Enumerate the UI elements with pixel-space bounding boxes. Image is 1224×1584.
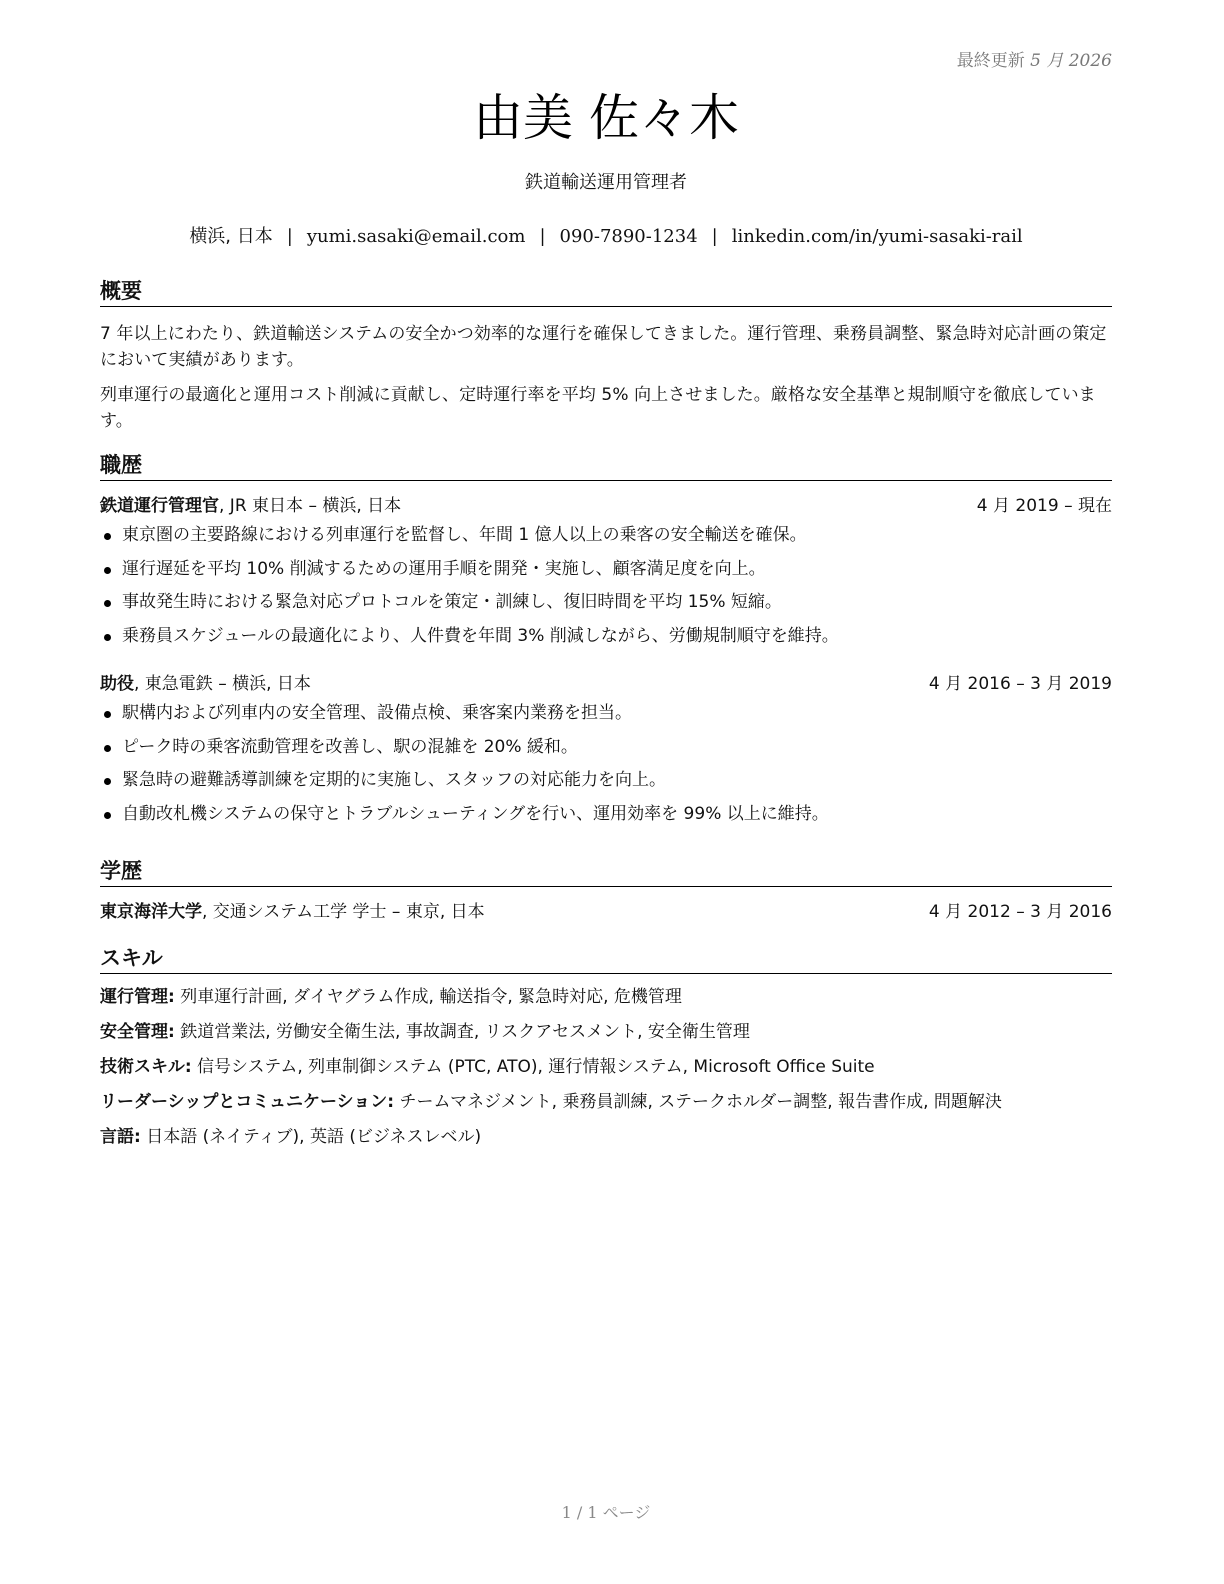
list-item: ピーク時の乗客流動管理を改善し、駅の混雑を 20% 緩和。: [100, 731, 1112, 765]
skills-heading: スキル: [100, 943, 1112, 974]
contact-linkedin[interactable]: linkedin.com/in/yumi-sasaki-rail: [731, 226, 1023, 247]
summary-paragraph: 列車運行の最適化と運用コスト削減に貢献し、定時運行率を平均 5% 向上させました。厳格な安全基準と規制順守を徹底しています。: [100, 385, 1096, 431]
skill-line: [100, 984, 1112, 1011]
job-org: , 東急電鉄 – 横浜, 日本: [134, 674, 311, 694]
page-number: 1 / 1 ページ: [561, 1503, 651, 1522]
summary-heading: 概要: [100, 276, 1112, 307]
experience-section: [100, 450, 1112, 831]
skill-line: [100, 1089, 1112, 1116]
list-item: 緊急時の避難誘導訓練を定期的に実施し、スタッフの対応能力を向上。: [100, 764, 1112, 798]
job-header: [100, 671, 1112, 697]
list-item: 駅構内および列車内の安全管理、設備点検、乗客案内業務を担当。: [100, 697, 1112, 731]
education-detail: , 交通システム工学 学士 – 東京, 日本: [202, 902, 485, 922]
contact-separator: |: [286, 226, 293, 247]
list-item: 事故発生時における緊急対応プロトコルを策定・訓練し、復旧時間を平均 15% 短縮。: [100, 586, 1112, 620]
summary-section: [100, 276, 1112, 434]
list-item: 自動改札機システムの保守とトラブルシューティングを行い、運用効率を 99% 以上に維持。: [100, 798, 1112, 832]
summary-paragraph: 7 年以上にわたり、鉄道輸送システムの安全かつ効率的な運行を確保してきました。運行管理、乗務員調整、緊急時対応計画の策定において実績があります。: [100, 324, 1107, 370]
resume-page: [100, 0, 1112, 1584]
skill-value: 列車運行計画, ダイヤグラム作成, 輸送指令, 緊急時対応, 危機管理: [174, 987, 682, 1007]
skill-label: リーダーシップとコミュニケーション:: [100, 1092, 395, 1112]
last-updated: [957, 46, 1112, 71]
experience-heading: 職歴: [100, 450, 1112, 481]
job-bullets: [100, 519, 1112, 653]
list-item: 乗務員スケジュールの最適化により、人件費を年間 3% 削減しながら、労働規制順守を維持。: [100, 620, 1112, 654]
list-item: 東京圏の主要路線における列車運行を監督し、年間 1 億人以上の乗客の安全輸送を確保。: [100, 519, 1112, 553]
job-bullets: [100, 697, 1112, 831]
contact-phone[interactable]: 090-7890-1234: [559, 226, 698, 247]
education-entry: [100, 899, 1112, 925]
contact-email[interactable]: yumi.sasaki@email.com: [306, 226, 526, 247]
job-role: 鉄道運行管理官: [100, 496, 219, 516]
job-role: 助役: [100, 674, 134, 694]
skill-label: 安全管理:: [100, 1022, 175, 1042]
contact-line: [100, 224, 1112, 250]
skill-line: [100, 1124, 1112, 1151]
skill-value: チームマネジメント, 乗務員訓練, ステークホルダー調整, 報告書作成, 問題解決: [394, 1092, 1002, 1112]
skills-section: [100, 943, 1112, 1151]
last-updated-label: 最終更新: [956, 51, 1025, 71]
education-school: 東京海洋大学: [100, 902, 202, 922]
job-entry: [100, 493, 1112, 653]
job-org: , JR 東日本 – 横浜, 日本: [219, 496, 402, 516]
candidate-name: 由美 佐々木: [473, 89, 739, 147]
education-heading: 学歴: [100, 856, 1112, 887]
last-updated-date: 5 月 2026: [1030, 51, 1112, 71]
skill-value: 信号システム, 列車制御システム (PTC, ATO), 運行情報システム, Microsoft Office Suite: [191, 1057, 875, 1077]
skill-label: 言語:: [100, 1127, 141, 1147]
contact-separator: |: [711, 226, 718, 247]
candidate-title: 鉄道輸送運用管理者: [525, 172, 687, 193]
job-header: [100, 493, 1112, 519]
education-section: [100, 856, 1112, 925]
education-dates: 4 月 2012 – 3 月 2016: [928, 902, 1112, 922]
job-dates: 4 月 2019 – 現在: [976, 496, 1112, 516]
skill-label: 運行管理:: [100, 987, 175, 1007]
skill-value: 鉄道営業法, 労働安全衛生法, 事故調査, リスクアセスメント, 安全衛生管理: [174, 1022, 750, 1042]
list-item: 運行遅延を平均 10% 削減するための運用手順を開発・実施し、顧客満足度を向上。: [100, 553, 1112, 587]
skill-line: [100, 1019, 1112, 1046]
skill-value: 日本語 (ネイティブ), 英語 (ビジネスレベル): [140, 1127, 482, 1147]
job-dates: 4 月 2016 – 3 月 2019: [928, 674, 1112, 694]
job-entry: [100, 671, 1112, 831]
skill-line: [100, 1054, 1112, 1081]
contact-location: 横浜, 日本: [189, 226, 273, 247]
contact-separator: |: [539, 226, 546, 247]
skill-label: 技術スキル:: [100, 1057, 192, 1077]
